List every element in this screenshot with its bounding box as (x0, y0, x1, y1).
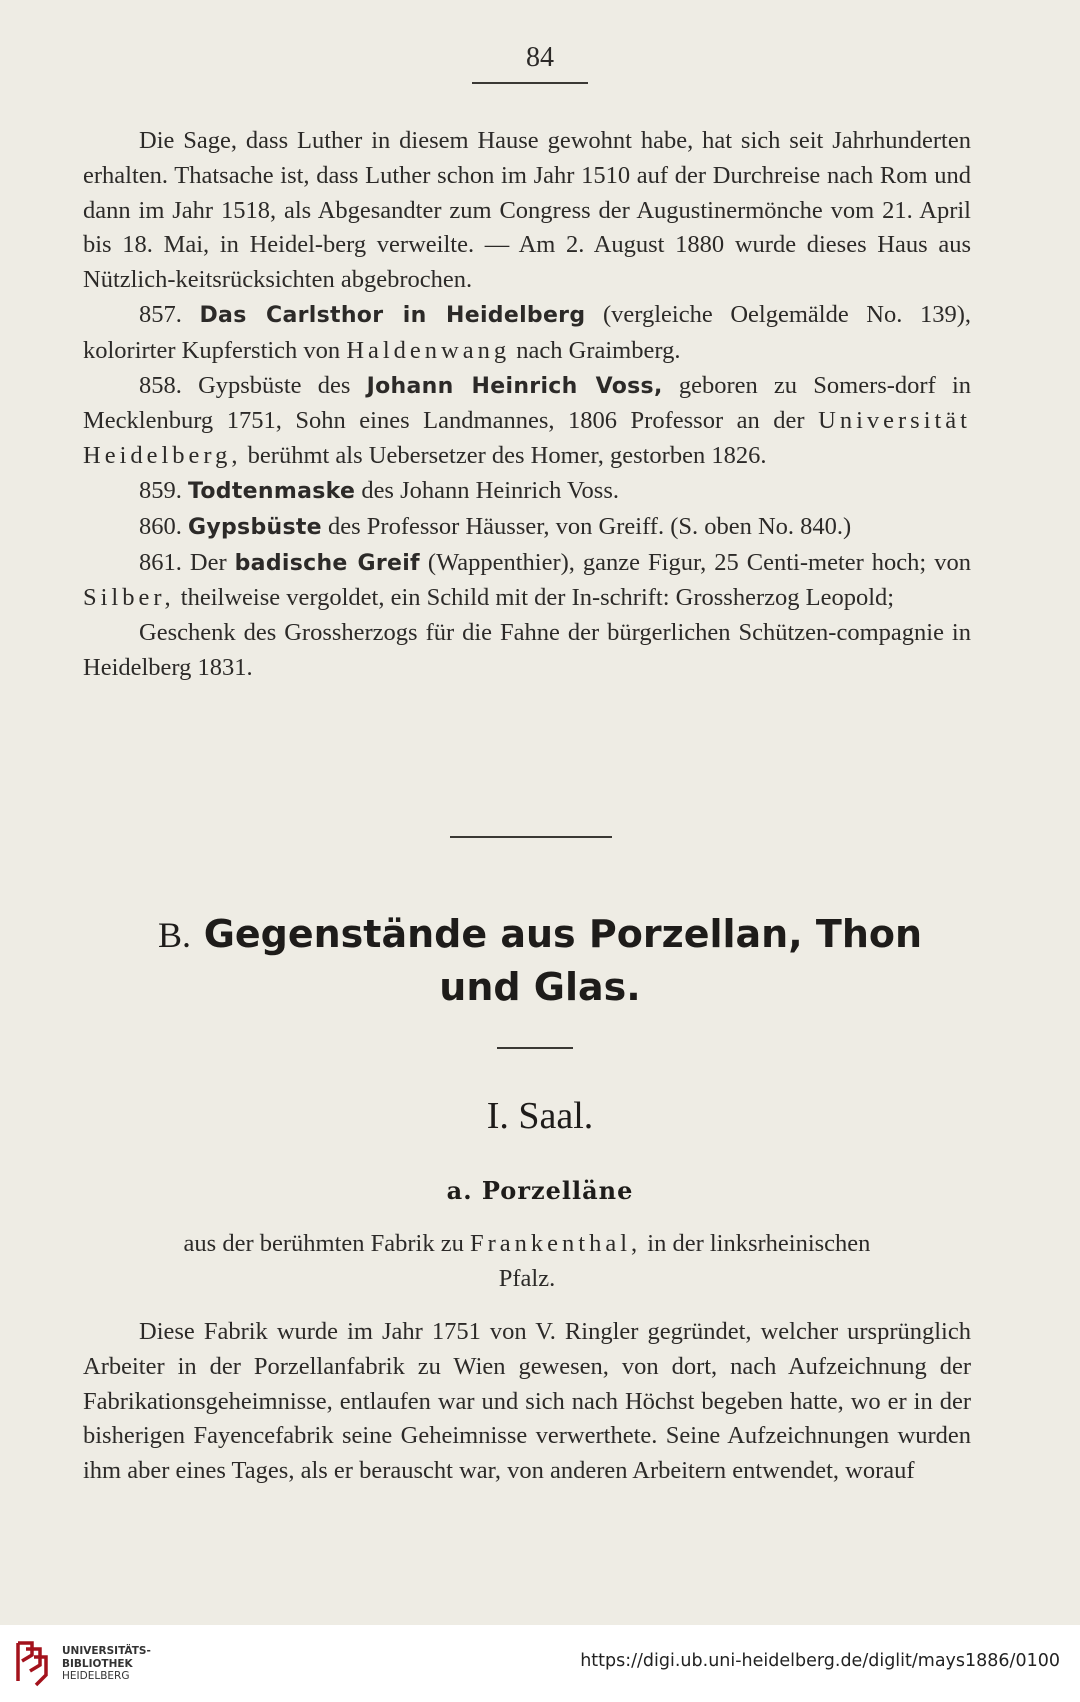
entry-text: geboren zu Somers-dorf in Mecklenburg 1751, Sohn eines Landmannes, 1806 Professor an der (83, 371, 971, 435)
entry-860 (83, 510, 971, 546)
entry-title: Das Carlsthor in Heidelberg (199, 302, 586, 328)
library-name-line2: BIBLIOTHEK (62, 1657, 133, 1670)
spaced-name: Haldenwang (346, 336, 511, 364)
spaced-name: Universität Heidelberg, (83, 407, 971, 470)
room-heading: I. Saal. (486, 1095, 594, 1137)
entry-858 (83, 369, 971, 474)
paragraph-luther: Die Sage, dass Luther in diesem Hause gewohnt habe, hat sich seit Jahrhunderten erhalten. Thatsache ist, dass Luther schon im Jahr 1510 auf der Durchreise nach Rom und dann im Jahr 1518, als Abgesandter zum Congress der Augustinermönche vom 21. April bis 18. Mai, in Heidel-berg verweilte. — Am 2. August 1880 wurde dieses Haus aus Nützlich-keitsrücksichten abgebrochen. (83, 127, 971, 294)
spaced-name: Silber, (83, 584, 175, 612)
entry-text: theilweise vergoldet, ein Schild mit der In-schrift: Grossherzog Leopold; (174, 584, 895, 612)
section-divider (450, 836, 612, 838)
entry-title: Todtenmaske (188, 478, 356, 504)
entry-text: nach Graimberg. (510, 336, 681, 364)
entry-861 (83, 546, 971, 617)
entry-text: Der (181, 548, 235, 576)
entry-861-gift: Geschenk des Grossherzogs für die Fahne der bürgerlichen Schützen-compagnie in Heidelberg 1831. (83, 619, 971, 681)
library-name-line1: UNIVERSITÄTS- (62, 1645, 151, 1657)
section-title-line2: und Glas. (439, 965, 641, 1009)
heading-rule (497, 1047, 573, 1049)
section-heading-line1 (60, 908, 1020, 961)
body-text-bottom (83, 1315, 971, 1489)
entry-text: des Johann Heinrich Voss. (355, 476, 620, 504)
page-number-rule (472, 82, 588, 84)
intro-text: aus der berühmten Fabrik zu (183, 1230, 470, 1257)
entry-857 (83, 298, 971, 369)
library-logo-icon (12, 1639, 52, 1689)
intro-line1 (83, 1227, 971, 1262)
viewer-footer (0, 1625, 1080, 1702)
spaced-name: Frankenthal, (469, 1230, 642, 1257)
section-heading (60, 908, 1020, 1013)
entry-title: badische Greif (234, 550, 420, 576)
permalink-url[interactable]: https://digi.ub.uni-heidelberg.de/diglit/mays1886/0100 (580, 1651, 1060, 1671)
entry-number: 858. (139, 371, 182, 399)
page-number: 84 (526, 42, 554, 73)
section-title: Gegenstände aus Porzellan, Thon (203, 912, 923, 956)
body-text-top (83, 124, 971, 686)
entry-text: (Wappenthier), ganze Figur, 25 Centi-meter hoch; von (419, 548, 971, 576)
entry-text: (vergleiche Oelgemälde No. 139), kolorirter Kupferstich von (83, 300, 972, 364)
entry-number: 857. (139, 300, 182, 328)
entry-number: 859. (139, 476, 182, 504)
section-letter: B. (157, 915, 191, 955)
entry-859 (83, 474, 971, 510)
entry-title: Gypsbüste (188, 514, 322, 540)
library-name-line3: HEIDELBERG (62, 1670, 130, 1682)
intro-text: in der linksrheinischen (641, 1230, 871, 1257)
entry-text: berühmt als Uebersetzer des Homer, gestorben 1826. (241, 442, 767, 470)
entry-number: 861. (139, 548, 182, 576)
intro-line2: Pfalz. (498, 1264, 556, 1292)
subsection-intro (83, 1227, 971, 1297)
entry-title: Johann Heinrich Voss, (366, 373, 663, 399)
entry-text: des Professor Häusser, von Greiff. (S. oben No. 840.) (321, 512, 852, 540)
subsection-heading: a. Porzelläne (446, 1176, 634, 1205)
entry-text: Gypsbüste des (181, 371, 367, 399)
entry-number: 860. (139, 512, 182, 540)
library-name (62, 1645, 151, 1683)
paragraph-fabrik: Diese Fabrik wurde im Jahr 1751 von V. Ringler gegründet, welcher ursprünglich Arbeiter in der Porzellanfabrik zu Wien gewesen, von dort, nach Aufzeichnung der Fabrikationsgeheimnisse, entlaufen war und sich nach Höchst begeben hatte, wo er in der bisherigen Fayencefabrik seine Geheimnisse verwerthete. Seine Aufzeichnungen wurden ihm aber eines Tages, als er berauscht war, von anderen Arbeitern entwendet, worauf (83, 1318, 971, 1485)
